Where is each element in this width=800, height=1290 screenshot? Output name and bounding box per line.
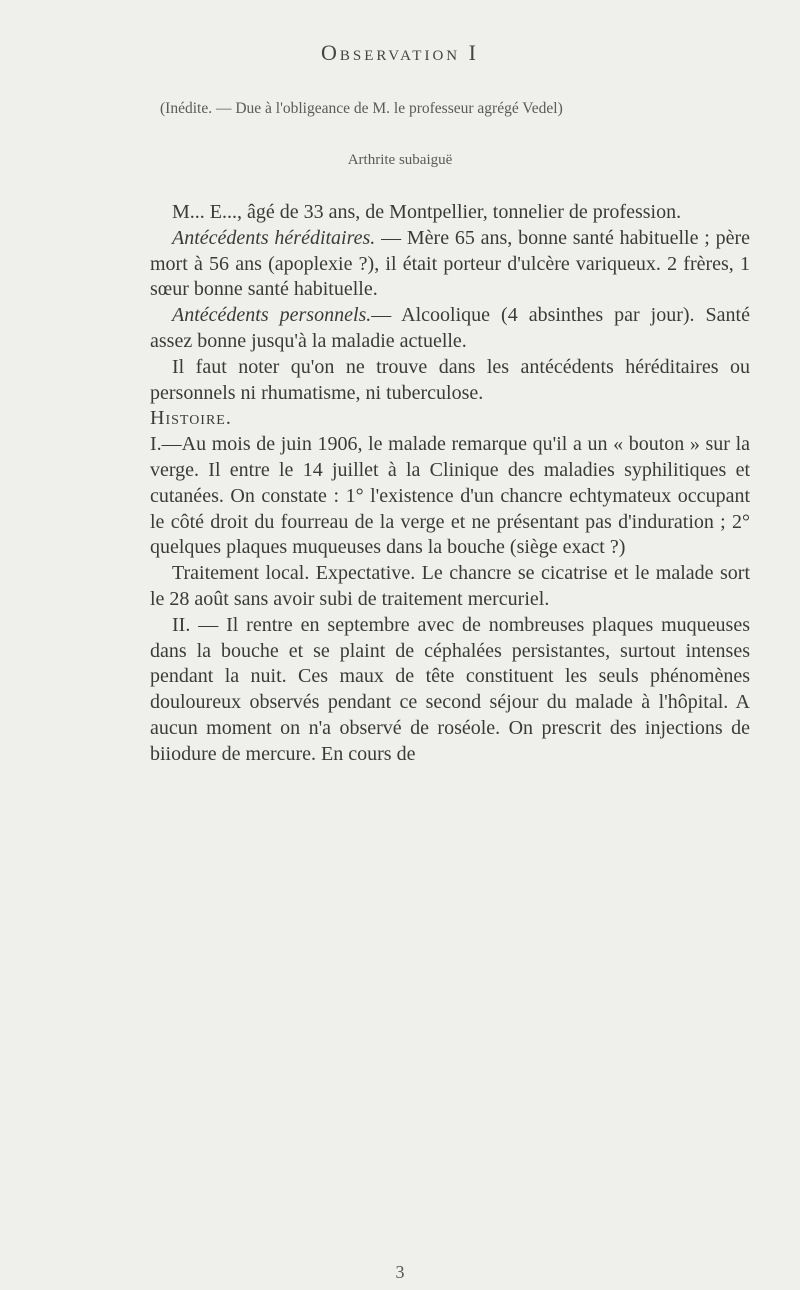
paragraph-hereditary	[150, 226, 750, 303]
page-title: Observation I	[321, 40, 479, 65]
paragraph-history-2: II. — Il rentre en septembre avec de nombreuses plaques muqueuses dans la bouche et se plaint de céphalées persistantes, surtout intenses pendant la nuit. Ces maux de tête constituent les seuls phénomènes douloureux observés pendant ce second séjour du malade à l'hôpital. A aucun moment on n'a observé de roséole. On prescrit des injections de biiodure de mercure. En cours de	[150, 613, 750, 765]
source-note: (Inédite. — Due à l'obligeance de M. le professeur agrégé Vedel)	[160, 100, 563, 117]
paragraph-note: Il faut noter qu'on ne trouve dans les antécédents héréditaires ou personnels ni rhumatisme, ni tuberculose.	[150, 355, 750, 404]
paragraph-personal	[150, 303, 750, 355]
paragraph-history-1: I.—Au mois de juin 1906, le malade remarque qu'il a un « bouton » sur la verge. Il entre le 14 juillet à la Clinique des maladies syphilitiques et cutanées. On constate : 1° l'existence d'un chancre echtymateux occupant le côté droit du fourreau de la verge et ne présentant pas d'induration ; 2° quelques plaques muqueuses dans la bouche (siège exact ?)	[150, 433, 750, 559]
page-number: 3	[395, 1262, 405, 1282]
body-text	[150, 200, 750, 768]
section-heading-history: Histoire.	[150, 407, 232, 430]
personal-label: Antécédents personnels.	[172, 304, 372, 327]
paragraph-treatment: Traitement local. Expectative. Le chancre se cicatrise et le malade sort le 28 août sans avoir subi de traitement mercuriel.	[150, 562, 750, 610]
hereditary-label: Antécédents héréditaires.	[172, 226, 376, 249]
personal-text: — Alcoolique (4 absinthes par jour). Santé assez bonne jusqu'à la maladie actuelle.	[150, 304, 750, 352]
subtitle: Arthrite subaiguë	[347, 152, 453, 168]
hereditary-text: — Mère 65 ans, bonne santé habituelle ; père mort à 56 ans (apoplexie ?), il était porteur d'ulcère variqueux. 2 frères, 1 sœur bonne santé habituelle.	[150, 226, 750, 301]
paragraph-patient: M... E..., âgé de 33 ans, de Montpellier, tonnelier de profession.	[172, 201, 682, 223]
